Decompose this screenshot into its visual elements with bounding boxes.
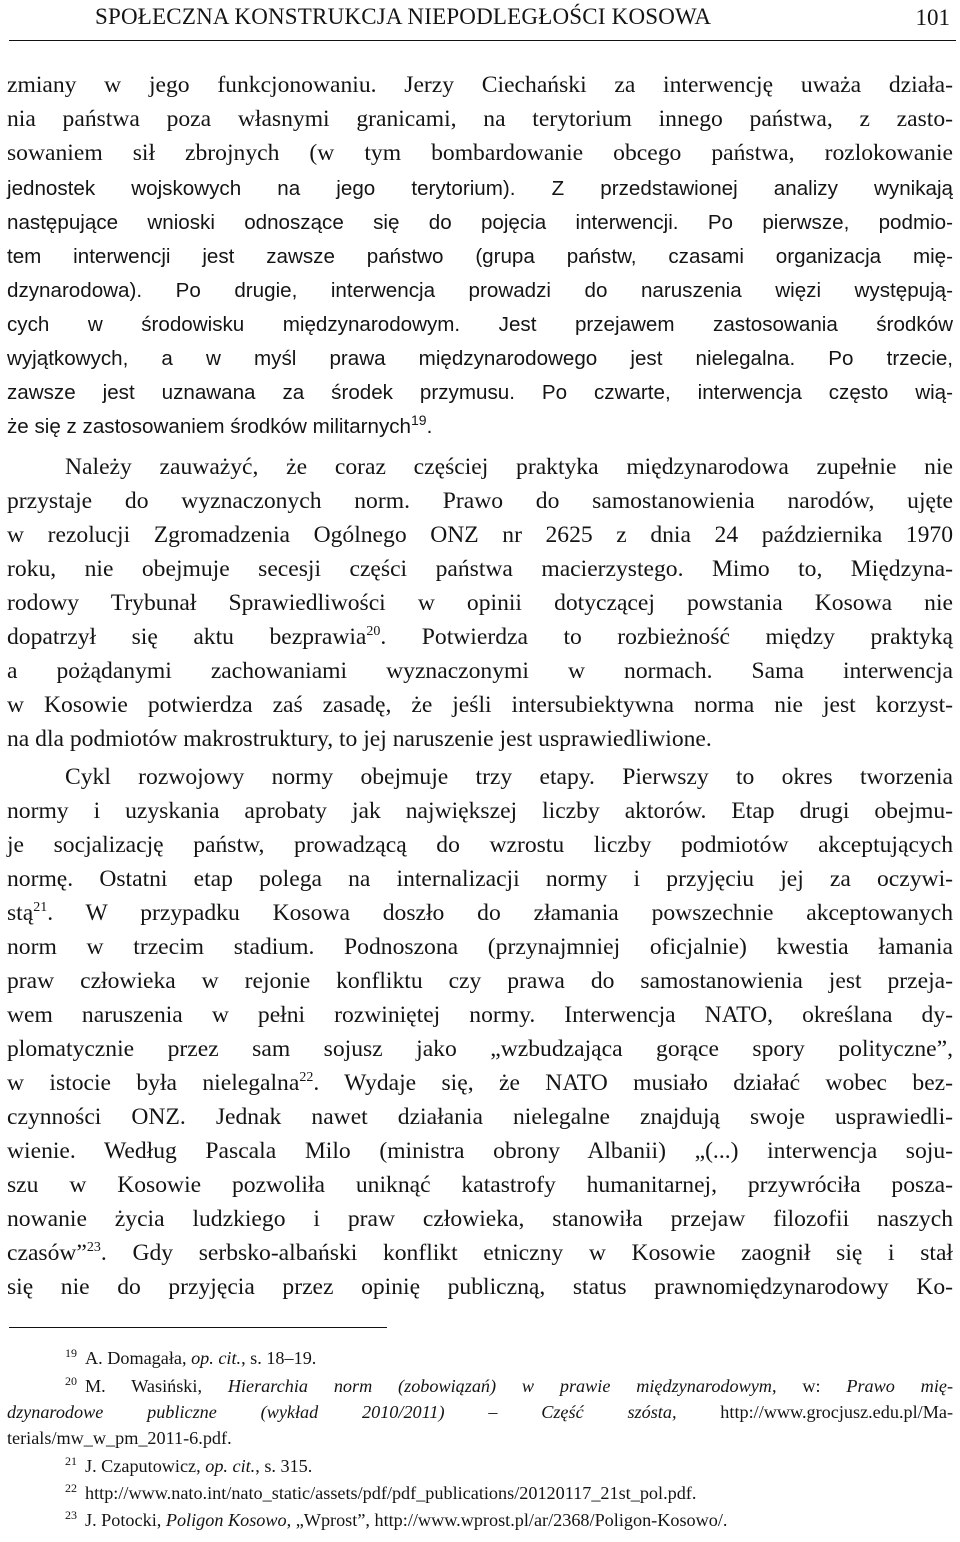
- text-segment: dopatrzył się aktu bezprawia: [7, 624, 367, 650]
- text-segment: stą: [7, 900, 34, 926]
- text-line: je socjalizację państw, prowadzącą do wzrostu liczby podmiotów akceptujących: [7, 832, 953, 858]
- text-line: normę. Ostatni etap polega na internalizacji normy i przyjęciu jej za oczywi-: [7, 866, 953, 892]
- text-line: dzynarodowa). Po drugie, interwencja prowadzi do naruszenia więzi występują-: [7, 279, 953, 302]
- text-segment: w istocie była nielegalna: [7, 1070, 300, 1096]
- text-line: [7, 1066, 953, 1100]
- text-line: szu w Kosowie pozwoliła uniknąć katastrofy humanitarnej, przywróciła posza-: [7, 1172, 953, 1198]
- text-segment: . Wydaje się, że NATO musiało działać wobec bez-: [313, 1070, 953, 1096]
- text-line: w Kosowie potwierdza zaś zasadę, że jeśli intersubiektywna norma nie jest korzyst-: [7, 692, 953, 718]
- footnote-ref: 20: [366, 624, 381, 640]
- text-line: czynności ONZ. Jednak nawet działania nielegalne znajdują swoje usprawiedli-: [7, 1104, 953, 1130]
- footnote-20-line-2: dzynarodowe publiczne (wykład 2010/2011) – Część szósta, http://www.grocjusz.edu.pl/Ma-: [7, 1402, 953, 1422]
- text-line: rodowy Trybunał Sprawiedliwości w opinii dotyczącej powstania Kosowa nie: [7, 590, 953, 616]
- footnote-19: $^{19}$ A. Domagała, op. cit., s. 18–19.: [65, 1345, 317, 1368]
- text-line: a pożądanymi zachowaniami wyznaczonymi w normach. Sama interwencja: [7, 658, 953, 684]
- text-segment: . Gdy serbsko-albański konflikt etniczny w Kosowie zaognił się i stał: [100, 1240, 953, 1266]
- text-line: sowaniem sił zbrojnych (w tym bombardowanie obcego państwa, rozlokowanie: [7, 140, 953, 166]
- text-segment: czasów”: [7, 1240, 87, 1266]
- text-line: na dla podmiotów makrostruktury, to jej naruszenie jest usprawiedliwione.: [7, 726, 712, 752]
- text-line: nia państwa poza własnymi granicami, na terytorium innego państwa, z zasto-: [7, 106, 953, 132]
- text-line: wyjątkowych, a w myśl prawa międzynarodowego jest nielegalna. Po trzecie,: [7, 347, 953, 370]
- footnote-separator: [9, 1327, 387, 1328]
- text-line: tem interwencji jest zawsze państwo (grupa państw, czasami organizacja mię-: [7, 245, 953, 268]
- text-line: roku, nie obejmuje secesji części państwa macierzystego. Mimo to, Międzyna-: [7, 556, 953, 582]
- text-line: przystaje do wyznaczonych norm. Prawo do samostanowienia narodów, ujęte: [7, 488, 953, 514]
- footnote-link[interactable]: http://www.nato.int/nato_static/assets/pdf/pdf_publications/20120117_21st_pol.pdf.: [85, 1483, 697, 1503]
- text-line: praw człowieka w rejonie konfliktu czy prawa do samostanowienia jest przeja-: [7, 968, 953, 994]
- footnote-21: $^{21}$ J. Czaputowicz, op. cit., s. 315.: [65, 1453, 313, 1476]
- footnote-23: $^{23}$ J. Potocki, Poligon Kosowo, „Wprost”, http://www.wprost.pl/ar/2368/Poligon-Kosowo/.: [65, 1507, 728, 1530]
- page-number: 101: [915, 5, 950, 30]
- footnote-ref: 19: [411, 412, 427, 429]
- running-header-title: SPOŁECZNA KONSTRUKCJA NIEPODLEGŁOŚCI KOSOWA: [95, 4, 712, 29]
- text-line: zmiany w jego funkcjonowaniu. Jerzy Ciechański za interwencję uważa działa-: [7, 72, 953, 98]
- text-line: cych w środowisku międzynarodowym. Jest przejawem zastosowania środków: [7, 313, 953, 336]
- text-line: [7, 896, 953, 930]
- footnote-22: $^{22}$ http://www.nato.int/nato_static/assets/pdf/pdf_publications/20120117_21st_pol.pdf.: [65, 1480, 697, 1503]
- footnote-20: $^{20}$ M. Wasiński, Hierarchia norm (zobowiązań) w prawie międzynarodowym, w: Prawo mię-: [65, 1373, 953, 1396]
- text-line: w rezolucji Zgromadzenia Ogólnego ONZ nr 2625 z dnia 24 października 1970: [7, 522, 953, 548]
- text-line: zawsze jest uznawana za środek przymusu. Po czwarte, interwencja często wią-: [7, 381, 953, 404]
- text-segment: . W przypadku Kosowa doszło do złamania powszechnie akceptowanych: [47, 900, 953, 926]
- text-line: nowanie życia ludzkiego i praw człowieka, stanowiła przejaw filozofii naszych: [7, 1206, 953, 1232]
- text-segment: . Potwierdza to rozbieżność między praktyką: [380, 624, 953, 650]
- text-line: normy i uzyskania aprobaty jak największej liczby aktorów. Etap drugi obejmu-: [7, 798, 953, 824]
- running-header: [9, 0, 956, 41]
- text-line: [7, 620, 953, 654]
- text-line: [7, 1236, 953, 1270]
- footnote-ref: 23: [86, 1240, 101, 1256]
- text-line: wienie. Według Pascala Milo (ministra obrony Albanii) „(...) interwencja soju-: [7, 1138, 953, 1164]
- footnote-link[interactable]: , „Wprost”, http://www.wprost.pl/ar/2368/Poligon-Kosowo/.: [286, 1510, 728, 1530]
- text-line: następujące wnioski odnoszące się do pojęcia interwencji. Po pierwsze, podmio-: [7, 211, 953, 234]
- text-line: norm w trzecim stadium. Podnoszona (przynajmniej oficjalnie) kwestia łamania: [7, 934, 953, 960]
- text-line: się nie do przyjęcia przez opinię publiczną, status prawnomiędzynarodowy Ko-: [7, 1274, 953, 1300]
- text-line: wem naruszenia w pełni rozwiniętej normy. Interwencja NATO, określana dy-: [7, 1002, 953, 1028]
- footnote-20-line-3: terials/mw_w_pm_2011-6.pdf.: [7, 1428, 232, 1448]
- text-line: Cykl rozwojowy normy obejmuje trzy etapy. Pierwszy to okres tworzenia: [65, 764, 953, 790]
- footnote-ref: 22: [299, 1070, 314, 1086]
- text-line: Należy zauważyć, że coraz częściej praktyka międzynarodowa zupełnie nie: [65, 454, 953, 480]
- footnote-ref: 21: [33, 900, 48, 916]
- text-line: plomatycznie przez sam sojusz jako „wzbudzająca gorące spory polityczne”,: [7, 1036, 953, 1062]
- text-line: jednostek wojskowych na jego terytorium). Z przedstawionej analizy wynikają: [7, 177, 953, 200]
- text-segment: że się z zastosowaniem środków militarnych: [7, 415, 412, 438]
- text-line: że się z zastosowaniem środków militarnych$^{19}$.: [7, 412, 433, 438]
